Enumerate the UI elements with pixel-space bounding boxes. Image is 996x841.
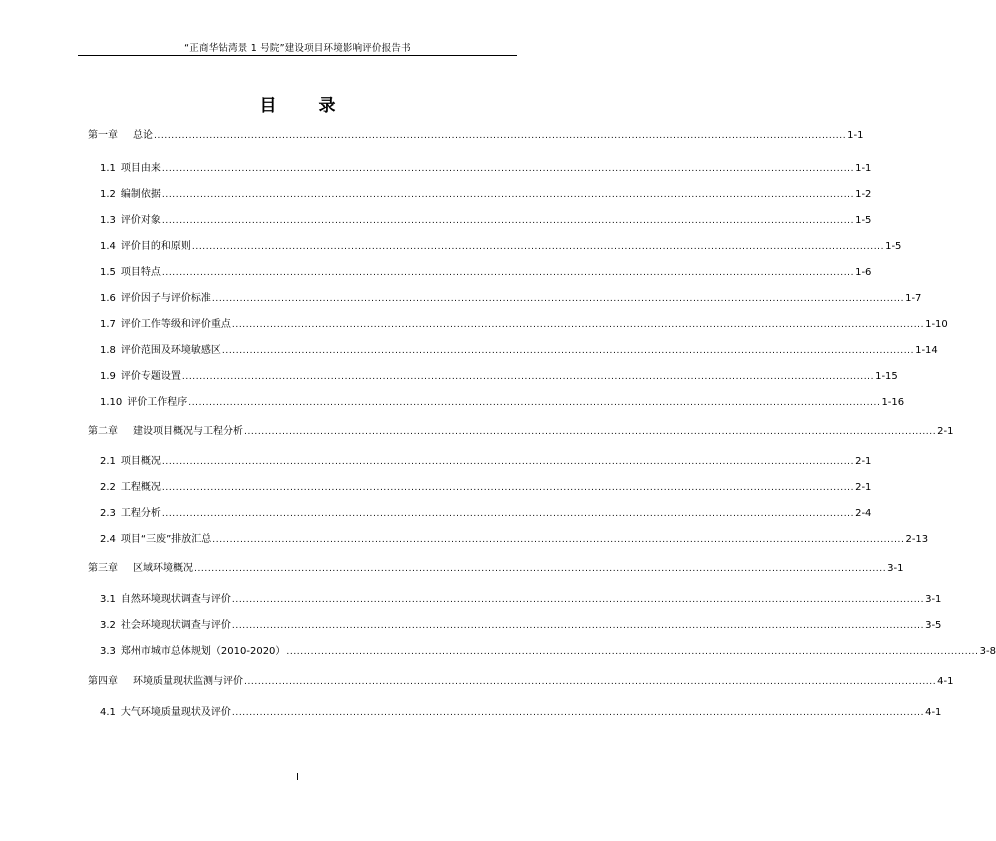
- toc-entry-label: 工程概况: [120, 482, 161, 493]
- toc-entry-gap: [118, 563, 133, 574]
- toc-entry-label: 自然环境现状调查与评价: [120, 594, 231, 605]
- toc-entry-page: 4-1: [937, 676, 954, 687]
- toc-entry-page: 2-1: [937, 426, 954, 437]
- toc-entry-number: 1.7: [100, 319, 116, 330]
- toc-dot-leader: ........................................................................................................................................................................................................: [244, 677, 937, 687]
- toc-section-entry[interactable]: [100, 264, 872, 278]
- toc-entry-gap: [118, 130, 133, 141]
- toc-section-entry[interactable]: [100, 290, 922, 304]
- toc-entry-page: 3-8: [979, 646, 996, 657]
- toc-entry-number: 1.4: [100, 241, 116, 252]
- toc-entry-label: 区域环境概况: [133, 563, 193, 574]
- toc-entry-label: 评价目的和原则: [120, 241, 191, 252]
- toc-dot-leader: ........................................................................................................................................................................................................: [161, 216, 855, 226]
- toc-entry-label: 项目由来: [120, 163, 161, 174]
- toc-entry-gap: [118, 426, 133, 437]
- toc-dot-leader: ........................................................................................................................................................................................................: [161, 483, 855, 493]
- toc-title: 目 录: [259, 96, 336, 116]
- toc-dot-leader: ........................................................................................................................................................................................................: [161, 268, 855, 278]
- toc-entry-number: 第二章: [88, 426, 118, 437]
- toc-dot-leader: ........................................................................................................................................................................................................: [231, 320, 925, 330]
- toc-entry-label: 评价对象: [120, 215, 161, 226]
- toc-entry-page: 3-1: [887, 563, 904, 574]
- toc-entry-page: 1-16: [881, 397, 905, 408]
- toc-entry-number: 1.3: [100, 215, 116, 226]
- toc-entry-label: 评价专题设置: [120, 371, 181, 382]
- toc-section-entry[interactable]: [100, 643, 996, 657]
- toc-section-entry[interactable]: [100, 704, 942, 718]
- toc-entry-number: 1.2: [100, 189, 116, 200]
- toc-entry-page: 3-1: [925, 594, 942, 605]
- toc-section-entry[interactable]: [100, 591, 942, 605]
- toc-entry-page: 1-14: [915, 345, 938, 356]
- toc-dot-leader: ........................................................................................................................................................................................................: [188, 398, 881, 408]
- toc-dot-leader: ........................................................................................................................................................................................................: [194, 564, 887, 574]
- toc-chapter-entry[interactable]: [88, 560, 904, 574]
- toc-entry-page: 1-1: [855, 163, 872, 174]
- toc-entry-label: 总论: [133, 130, 153, 141]
- toc-section-entry[interactable]: [100, 479, 872, 493]
- header-rule: [78, 55, 517, 56]
- toc-entry-number: 3.3: [100, 646, 116, 657]
- toc-entry-page: 2-4: [855, 508, 872, 519]
- toc-entry-page: 1-5: [885, 241, 902, 252]
- toc-entry-number: 2.1: [100, 456, 116, 467]
- toc-entry-label: 评价工作等级和评价重点: [120, 319, 231, 330]
- toc-chapter-entry[interactable]: [88, 673, 954, 687]
- toc-entry-page: 2-1: [855, 456, 872, 467]
- toc-dot-leader: ........................................................................................................................................................................................................: [181, 372, 875, 382]
- toc-entry-label: 评价因子与评价标准: [120, 293, 211, 304]
- toc-entry-number: 2.4: [100, 534, 116, 545]
- toc-dot-leader: ........................................................................................................................................................................................................: [191, 242, 885, 252]
- toc-dot-leader: ........................................................................................................................................................................................................: [161, 190, 855, 200]
- toc-dot-leader: ........................................................................................................................................................................................................: [161, 509, 855, 519]
- toc-entry-number: 3.2: [100, 620, 116, 631]
- toc-dot-leader: ........................................................................................................................................................................................................: [154, 131, 847, 141]
- toc-section-entry[interactable]: [100, 453, 872, 467]
- toc-dot-leader: ........................................................................................................................................................................................................: [161, 457, 855, 467]
- running-header: “正商华钻湾景 1 号院”建设项目环境影响评价报告书: [184, 43, 411, 54]
- toc-section-entry[interactable]: [100, 316, 948, 330]
- toc-entry-page: 2-13: [905, 534, 929, 545]
- toc-entry-number: 1.5: [100, 267, 116, 278]
- toc-entry-page: 1-10: [925, 319, 948, 330]
- toc-section-entry[interactable]: [100, 505, 872, 519]
- toc-entry-page: 3-5: [925, 620, 942, 631]
- toc-entry-label: 项目“三废”排放汇总: [120, 534, 212, 545]
- toc-section-entry[interactable]: [100, 617, 942, 631]
- toc-section-entry[interactable]: [100, 160, 872, 174]
- toc-entry-number: 1.8: [100, 345, 116, 356]
- toc-dot-leader: ........................................................................................................................................................................................................: [231, 708, 925, 718]
- toc-entry-number: 第四章: [88, 676, 118, 687]
- toc-entry-page: 1-15: [875, 371, 898, 382]
- toc-entry-number: 3.1: [100, 594, 116, 605]
- toc-section-entry[interactable]: [100, 186, 872, 200]
- toc-entry-number: 第一章: [88, 130, 118, 141]
- toc-dot-leader: ........................................................................................................................................................................................................: [211, 294, 905, 304]
- toc-dot-leader: ........................................................................................................................................................................................................: [212, 535, 905, 545]
- toc-entry-number: 第三章: [88, 563, 118, 574]
- toc-entry-number: 2.3: [100, 508, 116, 519]
- toc-entry-page: 1-7: [905, 293, 922, 304]
- toc-entry-page: 1-2: [855, 189, 872, 200]
- toc-entry-number: 1.9: [100, 371, 116, 382]
- page-number: I: [296, 772, 299, 783]
- toc-entry-page: 2-1: [855, 482, 872, 493]
- toc-entry-label: 郑州市城市总体规划（2010-2020）: [120, 646, 286, 657]
- toc-chapter-entry[interactable]: [88, 127, 864, 141]
- toc-entry-label: 工程分析: [120, 508, 161, 519]
- toc-entry-label: 建设项目概况与工程分析: [133, 426, 243, 437]
- toc-dot-leader: ........................................................................................................................................................................................................: [221, 346, 915, 356]
- toc-section-entry[interactable]: [100, 212, 872, 226]
- toc-entry-page: 4-1: [925, 707, 942, 718]
- toc-entry-label: 评价工作程序: [127, 397, 188, 408]
- toc-entry-label: 大气环境质量现状及评价: [120, 707, 231, 718]
- toc-entry-number: 1.1: [100, 163, 116, 174]
- toc-section-entry[interactable]: [100, 342, 938, 356]
- toc-dot-leader: ........................................................................................................................................................................................................: [286, 647, 979, 657]
- toc-section-entry[interactable]: [100, 394, 905, 408]
- toc-entry-page: 1-6: [855, 267, 872, 278]
- toc-entry-number: 4.1: [100, 707, 116, 718]
- toc-dot-leader: ........................................................................................................................................................................................................: [231, 595, 925, 605]
- toc-entry-label: 社会环境现状调查与评价: [120, 620, 231, 631]
- toc-dot-leader: ........................................................................................................................................................................................................: [231, 621, 925, 631]
- toc-entry-number: 2.2: [100, 482, 116, 493]
- toc-entry-label: 项目特点: [120, 267, 161, 278]
- toc-entry-label: 环境质量现状监测与评价: [133, 676, 243, 687]
- toc-entry-label: 编制依据: [120, 189, 161, 200]
- toc-entry-page: 1-5: [855, 215, 872, 226]
- toc-section-entry[interactable]: [100, 368, 898, 382]
- toc-dot-leader: ........................................................................................................................................................................................................: [244, 427, 937, 437]
- toc-entry-label: 评价范围及环境敏感区: [120, 345, 221, 356]
- toc-chapter-entry[interactable]: [88, 423, 954, 437]
- toc-dot-leader: ........................................................................................................................................................................................................: [161, 164, 855, 174]
- toc-entry-page: 1-1: [847, 130, 864, 141]
- toc-entry-number: 1.6: [100, 293, 116, 304]
- toc-section-entry[interactable]: [100, 531, 929, 545]
- toc-entry-label: 项目概况: [120, 456, 161, 467]
- toc-entry-number: 1.10: [100, 397, 123, 408]
- toc-entry-gap: [118, 676, 133, 687]
- toc-section-entry[interactable]: [100, 238, 902, 252]
